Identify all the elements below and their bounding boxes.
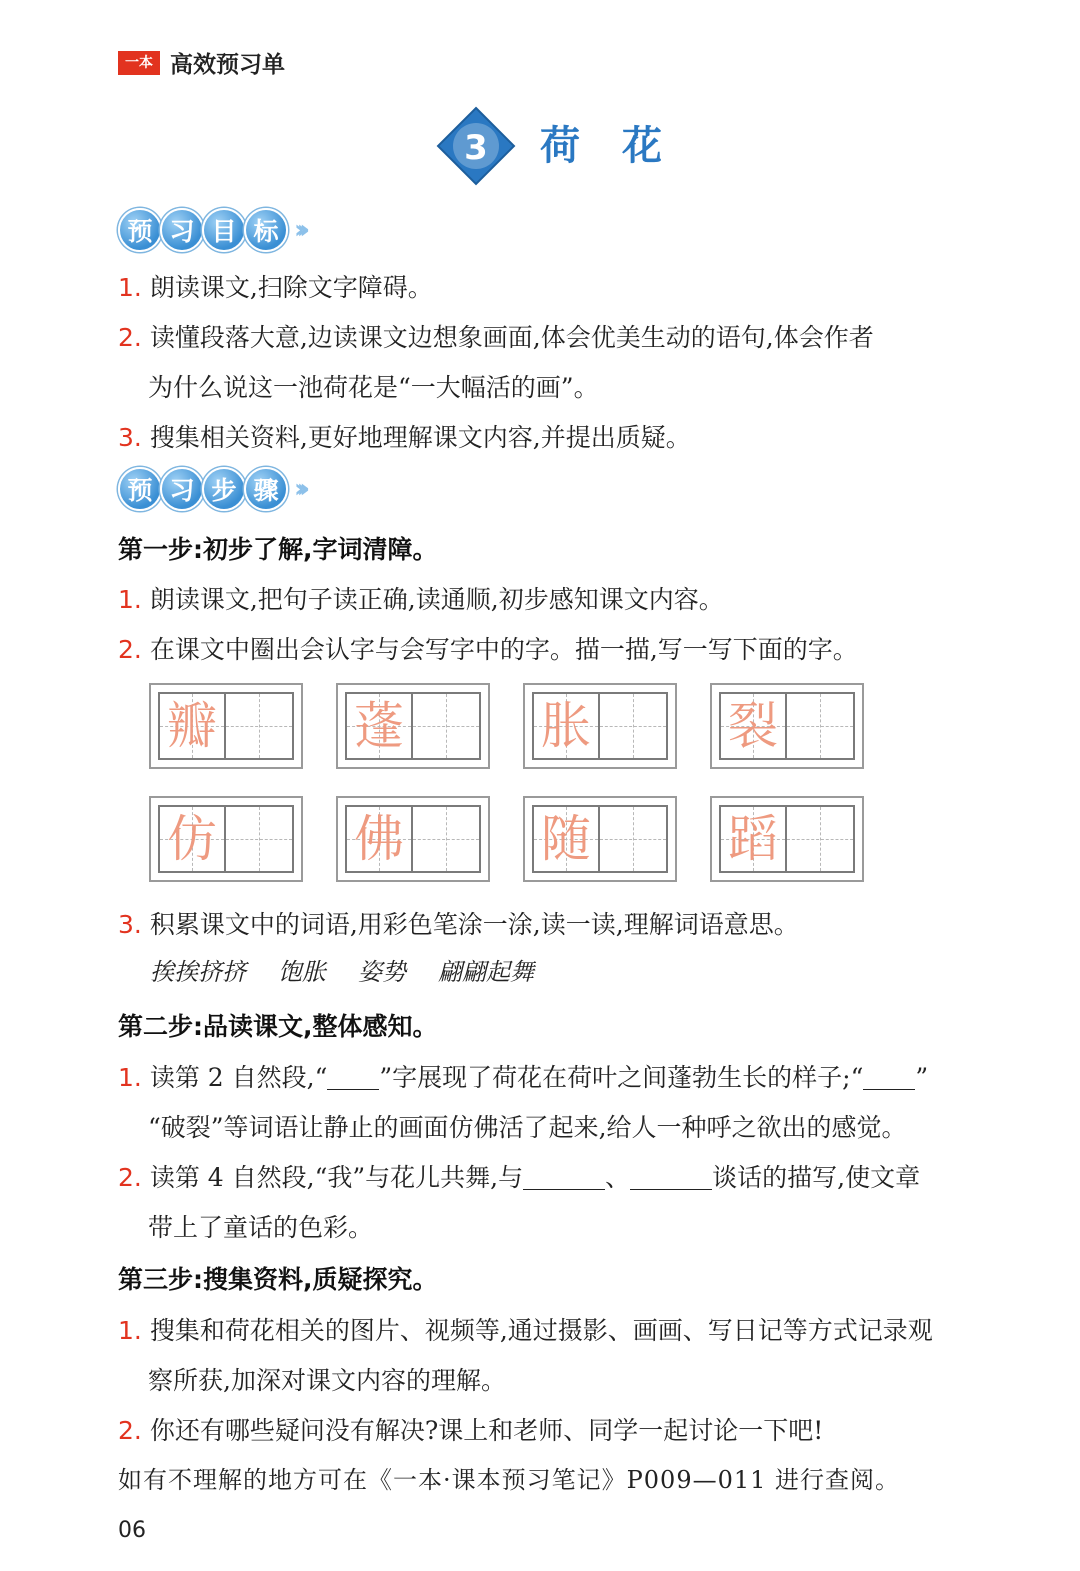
step1-item-2 <box>118 630 858 666</box>
step2-item-1-continued: “破裂”等词语让静止的画面仿佛活了起来,给人一种呼之欲出的感觉。 <box>148 1113 907 1142</box>
item-text: 搜集相关资料,更好地理解课文内容,并提出质疑。 <box>149 423 691 452</box>
page-number: 06 <box>118 1518 146 1543</box>
writing-grid[interactable] <box>149 683 303 769</box>
item-number: 1. <box>118 1316 142 1345</box>
item-text: ” <box>915 1063 929 1092</box>
fill-blank[interactable] <box>630 1165 712 1190</box>
section-tab-char: 目 <box>202 208 246 252</box>
vocabulary-word[interactable]: 挨挨挤挤 <box>150 958 246 986</box>
item-text: 搜集和荷花相关的图片、视频等,通过摄影、画画、写日记等方式记录观 <box>149 1316 933 1345</box>
trace-character: 随 <box>541 810 591 868</box>
section-tab-char: 习 <box>160 208 204 252</box>
vocabulary-word[interactable]: 姿势 <box>358 958 406 986</box>
writing-grid[interactable] <box>523 683 677 769</box>
chevron-right-icon: ››› <box>294 215 303 245</box>
brand-title: 高效预习单 <box>170 52 285 78</box>
section-tab-char: 习 <box>160 467 204 511</box>
vocabulary-word[interactable]: 翩翩起舞 <box>438 958 534 986</box>
section-tab-char: 预 <box>118 467 162 511</box>
writing-grid[interactable] <box>710 796 864 882</box>
section-tab-steps <box>118 467 302 511</box>
trace-character: 蹈 <box>728 810 778 868</box>
step3-title: 第三步:搜集资料,质疑探究。 <box>118 1265 438 1294</box>
writing-cell[interactable] <box>413 694 479 758</box>
goal-item-2 <box>118 318 874 354</box>
writing-cell[interactable] <box>600 694 666 758</box>
item-text: 朗读课文,扫除文字障碍。 <box>149 273 433 302</box>
lesson-number-badge <box>436 106 516 186</box>
step3-item-2 <box>118 1411 823 1447</box>
step2-item-1 <box>118 1058 928 1094</box>
item-text: 读懂段落大意,边读课文边想象画面,体会优美生动的语句,体会作者 <box>149 323 874 352</box>
goal-item-2-continued: 为什么说这一池荷花是“一大幅活的画”。 <box>148 373 599 402</box>
item-number: 3. <box>118 423 142 452</box>
step1-item-3 <box>118 905 799 941</box>
trace-character: 仿 <box>167 810 217 868</box>
writing-grid[interactable] <box>336 796 490 882</box>
step2-item-2-continued: 带上了童话的色彩。 <box>148 1213 374 1242</box>
item-number: 2. <box>118 1163 142 1192</box>
section-tab-goals <box>118 208 302 252</box>
step2-title: 第二步:品读课文,整体感知。 <box>118 1012 438 1041</box>
item-number: 2. <box>118 323 142 352</box>
writing-cell[interactable] <box>600 807 666 871</box>
item-number: 1. <box>118 585 142 614</box>
section-tab-char: 步 <box>202 467 246 511</box>
item-text: 谈话的描写,使文章 <box>712 1163 921 1192</box>
section-tab-char: 预 <box>118 208 162 252</box>
step3-item-1-continued: 察所获,加深对课文内容的理解。 <box>148 1366 506 1395</box>
step1-title: 第一步:初步了解,字词清障。 <box>118 535 438 564</box>
section-tab-char: 骤 <box>244 467 288 511</box>
step2-item-2 <box>118 1158 920 1194</box>
writing-cell[interactable] <box>226 694 292 758</box>
trace-character: 裂 <box>728 697 778 755</box>
vocabulary-list <box>150 952 566 987</box>
goal-item-1 <box>118 268 433 304</box>
item-number: 3. <box>118 910 142 939</box>
trace-character: 佛 <box>354 810 404 868</box>
item-text: 在课文中圈出会认字与会写字中的字。描一描,写一写下面的字。 <box>149 635 858 664</box>
lesson-number: 3 <box>464 128 488 168</box>
writing-grid[interactable] <box>149 796 303 882</box>
writing-cell[interactable] <box>413 807 479 871</box>
trace-character: 胀 <box>541 697 591 755</box>
vocabulary-word[interactable]: 饱胀 <box>278 958 326 986</box>
trace-character: 瓣 <box>167 697 217 755</box>
fill-blank[interactable] <box>523 1165 605 1190</box>
fill-blank[interactable] <box>863 1065 915 1090</box>
item-text: 读第 4 自然段,“我”与花儿共舞,与 <box>149 1163 524 1192</box>
writing-cell[interactable] <box>787 694 853 758</box>
writing-grid[interactable] <box>710 683 864 769</box>
item-number: 1. <box>118 273 142 302</box>
item-text: 读第 2 自然段,“ <box>149 1063 328 1092</box>
writing-cell[interactable] <box>226 807 292 871</box>
writing-cell[interactable] <box>787 807 853 871</box>
writing-grid[interactable] <box>523 796 677 882</box>
step3-item-1 <box>118 1311 933 1347</box>
item-text: ”字展现了荷花在荷叶之间蓬勃生长的样子;“ <box>379 1063 864 1092</box>
step1-item-1 <box>118 580 724 616</box>
item-text: 朗读课文,把句子读正确,读通顺,初步感知课文内容。 <box>149 585 724 614</box>
chevron-right-icon: ››› <box>294 474 303 504</box>
footer-note: 如有不理解的地方可在《一本·课本预习笔记》P009—011 进行查阅。 <box>118 1466 901 1494</box>
item-text: 积累课文中的词语,用彩色笔涂一涂,读一读,理解词语意思。 <box>149 910 799 939</box>
item-text: 你还有哪些疑问没有解决?课上和老师、同学一起讨论一下吧! <box>149 1416 824 1445</box>
section-tab-char: 标 <box>244 208 288 252</box>
writing-grid[interactable] <box>336 683 490 769</box>
lesson-title: 荷花 <box>540 123 704 169</box>
goal-item-3 <box>118 418 691 454</box>
item-number: 2. <box>118 635 142 664</box>
item-text: 、 <box>605 1163 631 1192</box>
item-number: 2. <box>118 1416 142 1445</box>
item-number: 1. <box>118 1063 142 1092</box>
brand-logo: 一本 <box>118 51 160 75</box>
trace-character: 蓬 <box>354 697 404 755</box>
fill-blank[interactable] <box>327 1065 379 1090</box>
